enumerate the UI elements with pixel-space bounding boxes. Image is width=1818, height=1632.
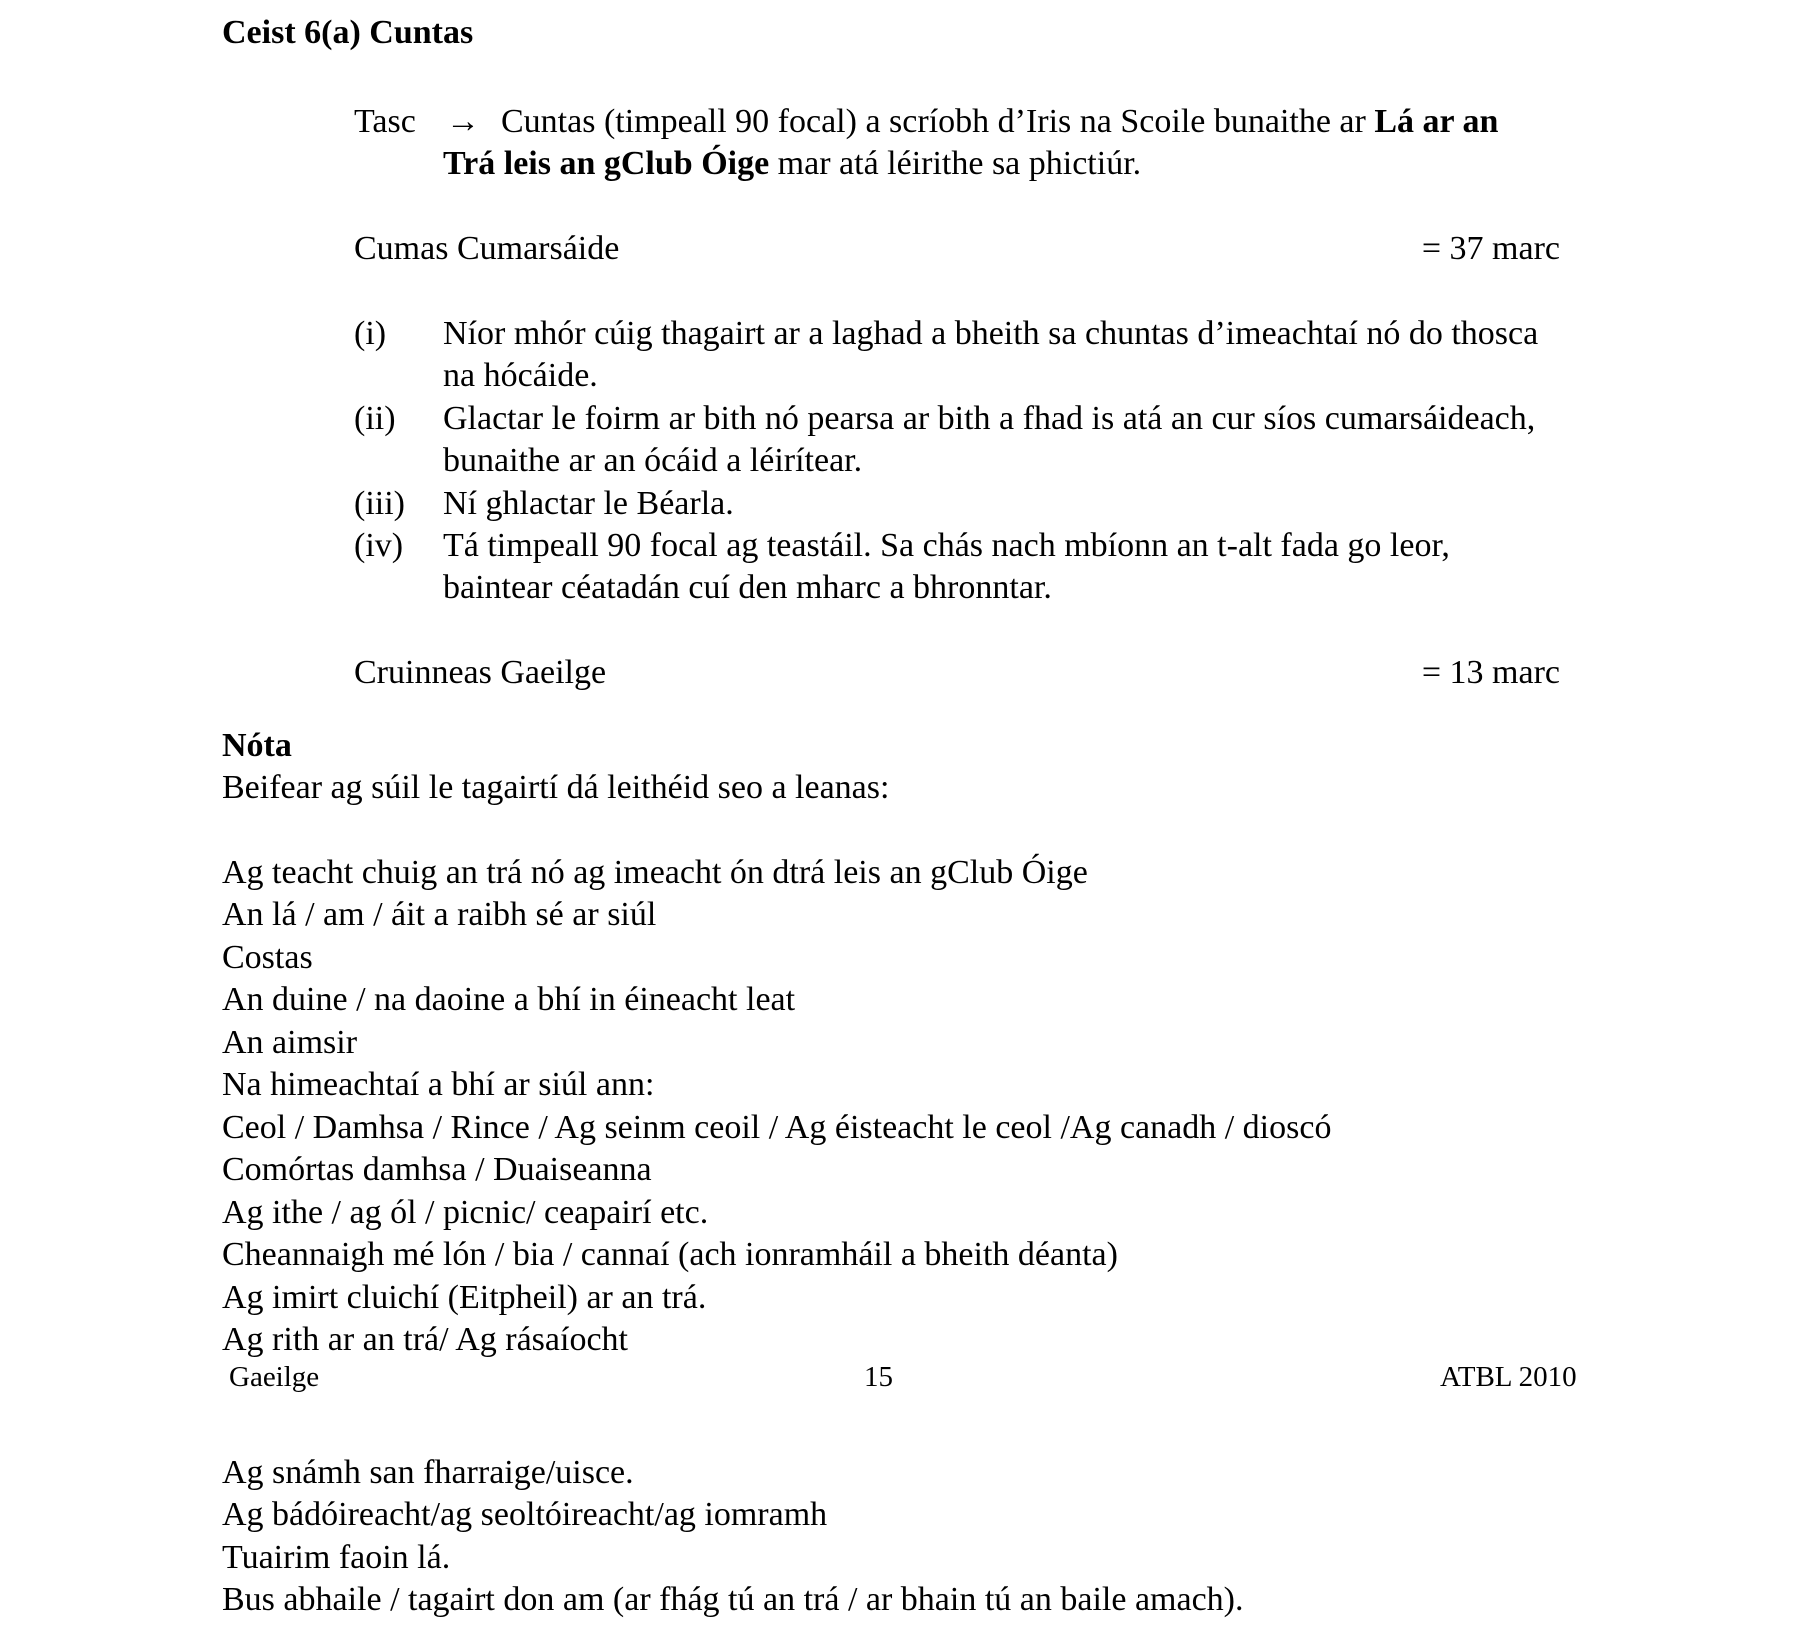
note-list-item: Comórtas damhsa / Duaiseanna [222, 1151, 652, 1188]
note-list-item: Ag imirt cluichí (Eitpheil) ar an trá. [222, 1279, 707, 1316]
arrow-right-icon: → [446, 103, 480, 140]
rule-number: (ii) [354, 400, 396, 437]
note-list-item: Ag rith ar an trá/ Ag rásaíocht [222, 1321, 628, 1358]
rule-text-line: na hócáide. [443, 357, 598, 394]
criterion-label: Cruinneas Gaeilge [354, 654, 607, 691]
footer-page-number: 15 [864, 1361, 893, 1393]
criterion-label: Cumas Cumarsáide [354, 230, 620, 267]
section-title: Ceist 6(a) Cuntas [222, 14, 474, 51]
task-description-line1 [501, 101, 1498, 143]
rule-text-line: Tá timpeall 90 focal ag teastáil. Sa chás nach mbíonn an t-alt fada go leor, [443, 527, 1450, 564]
note-list-item: Ag ithe / ag ól / picnic/ ceapairí etc. [222, 1194, 709, 1231]
task-label: Tasc [354, 103, 416, 140]
criterion-row-communication [354, 228, 1560, 270]
note-list-item: Costas [222, 939, 313, 976]
rule-number: (iii) [354, 485, 405, 522]
rule-text-line: Ní ghlactar le Béarla. [443, 485, 734, 522]
task-text-bold: Lá ar an [1374, 103, 1499, 140]
footer-code: ATBL 2010 [1440, 1361, 1577, 1393]
note-list-item: Ceol / Damhsa / Rince / Ag seinm ceoil / Ag éisteacht le ceol /Ag canadh / dioscó [222, 1109, 1332, 1146]
note-list-item: Bus abhaile / tagairt don am (ar fhág tú an trá / ar bhain tú an baile amach). [222, 1581, 1244, 1618]
rule-number: (i) [354, 315, 387, 352]
rule-text-line: baintear céatadán cuí den mharc a bhronntar. [443, 569, 1052, 606]
note-list-item: An lá / am / áit a raibh sé ar siúl [222, 896, 657, 933]
note-heading: Nóta [222, 727, 292, 764]
rule-number: (iv) [354, 527, 404, 564]
task-text-bold: Trá leis an gClub Óige [443, 145, 770, 182]
note-list-item: Tuairim faoin lá. [222, 1539, 451, 1576]
task-text-plain: Cuntas (timpeall 90 focal) a scríobh d’Iris na Scoile bunaithe ar [501, 103, 1375, 140]
note-intro: Beifear ag súil le tagairtí dá leithéid seo a leanas: [222, 769, 890, 806]
task-text-plain: mar atá léirithe sa phictiúr. [769, 145, 1142, 182]
note-list-item: Na himeachtaí a bhí ar siúl ann: [222, 1066, 655, 1103]
criterion-marks: = 13 marc [1421, 654, 1560, 691]
note-list-item: An aimsir [222, 1024, 358, 1061]
note-list-item: Ag snámh san fharraige/uisce. [222, 1454, 634, 1491]
task-description-line2 [443, 143, 1141, 185]
rule-text-line: Níor mhór cúig thagairt ar a laghad a bheith sa chuntas d’imeachtaí nó do thosca [443, 315, 1539, 352]
note-list-item: Cheannaigh mé lón / bia / cannaí (ach ionramháil a bheith déanta) [222, 1236, 1118, 1273]
footer-subject: Gaeilge [229, 1361, 320, 1393]
criterion-marks: = 37 marc [1421, 230, 1560, 267]
criterion-row-accuracy [354, 652, 1560, 694]
rule-text-line: Glactar le foirm ar bith nó pearsa ar bith a fhad is atá an cur síos cumarsáideach, [443, 400, 1536, 437]
note-list-item: Ag bádóireacht/ag seoltóireacht/ag iomramh [222, 1496, 828, 1533]
rule-text-line: bunaithe ar an ócáid a léirítear. [443, 442, 863, 479]
note-list-item: An duine / na daoine a bhí in éineacht leat [222, 981, 796, 1018]
note-list-item: Ag teacht chuig an trá nó ag imeacht ón dtrá leis an gClub Óige [222, 854, 1088, 891]
